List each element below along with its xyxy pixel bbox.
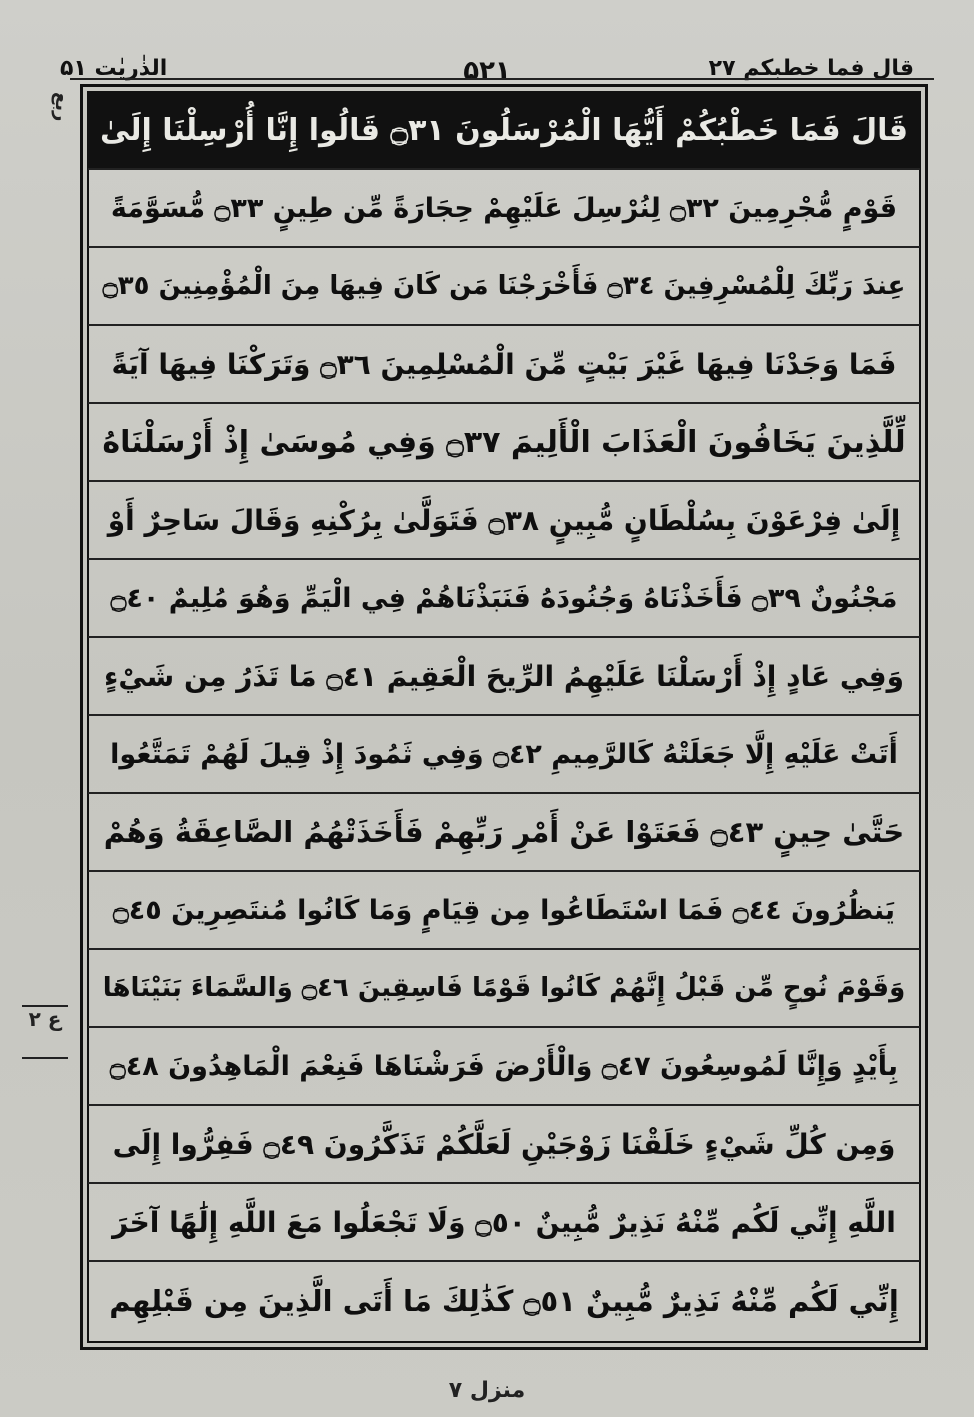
line-text: وَفِي عَادٍ إِذْ أَرْسَلْنَا عَلَيْهِمُ الرِّيحَ الْعَقِيمَ ۝٤١ مَا تَذَرُ مِن شَيْءٍ xyxy=(104,659,904,693)
line-text: فَمَا وَجَدْنَا فِيهَا غَيْرَ بَيْتٍ مِّنَ الْمُسْلِمِينَ ۝٣٦ وَتَرَكْنَا فِيهَا آيَةً xyxy=(111,347,897,381)
text-line xyxy=(88,794,920,872)
text-line xyxy=(88,404,920,482)
line-text: قَالَ فَمَا خَطْبُكُمْ أَيُّهَا الْمُرْسَلُونَ ۝٣١ قَالُوا إِنَّا أُرْسِلْنَا إِلَىٰ xyxy=(99,112,909,148)
text-line xyxy=(88,1184,920,1262)
text-line xyxy=(88,716,920,794)
text-line xyxy=(88,950,920,1028)
line-text: مَجْنُونٌ ۝٣٩ فَأَخَذْنَاهُ وَجُنُودَهُ فَنَبَذْنَاهُمْ فِي الْيَمِّ وَهُوَ مُلِيمٌ ۝٤٠ xyxy=(110,582,898,614)
text-line xyxy=(88,92,920,170)
text-line xyxy=(88,248,920,326)
line-text: يَنظُرُونَ ۝٤٤ فَمَا اسْتَطَاعُوا مِن قِيَامٍ وَمَا كَانُوا مُنتَصِرِينَ ۝٤٥ xyxy=(112,894,896,926)
text-line xyxy=(88,638,920,716)
line-text: قَوْمٍ مُّجْرِمِينَ ۝٣٢ لِنُرْسِلَ عَلَيْهِمْ حِجَارَةً مِّن طِينٍ ۝٣٣ مُّسَوَّمَةً xyxy=(110,192,898,224)
ruku-marker: ع ۲ xyxy=(22,1005,68,1059)
text-line xyxy=(88,326,920,404)
page-number: ۵۲۱ xyxy=(463,56,511,86)
text-line xyxy=(88,1106,920,1184)
line-text: إِنِّي لَكُم مِّنْهُ نَذِيرٌ مُّبِينٌ ۝٥١ كَذَٰلِكَ مَا أَتَى الَّذِينَ مِن قَبْلِهِم xyxy=(109,1284,899,1318)
text-line xyxy=(88,1028,920,1106)
line-text: إِلَىٰ فِرْعَوْنَ بِسُلْطَانٍ مُّبِينٍ ۝٣٨ فَتَوَلَّىٰ بِرُكْنِهِ وَقَالَ سَاحِرٌ أَوْ xyxy=(107,503,901,537)
text-line xyxy=(88,1262,920,1340)
line-text: وَمِن كُلِّ شَيْءٍ خَلَقْنَا زَوْجَيْنِ لَعَلَّكُمْ تَذَكَّرُونَ ۝٤٩ فَفِرُّوا إِلَى xyxy=(112,1127,896,1161)
text-line xyxy=(88,560,920,638)
line-text: بِأَيْدٍ وَإِنَّا لَمُوسِعُونَ ۝٤٧ وَالْأَرْضَ فَرَشْنَاهَا فَنِعْمَ الْمَاهِدُونَ ۝٤٨ xyxy=(109,1050,899,1082)
margin-marker: ربع xyxy=(51,92,72,122)
verse-lines xyxy=(88,92,920,1342)
line-text: وَقَوْمَ نُوحٍ مِّن قَبْلُ إِنَّهُمْ كَانُوا قَوْمًا فَاسِقِينَ ۝٤٦ وَالسَّمَاءَ بَنَيْنَاهَا xyxy=(102,973,906,1003)
surah-title: الذٰریٰت ۵۱ xyxy=(60,56,168,81)
text-line xyxy=(88,872,920,950)
line-text: حَتَّىٰ حِينٍ ۝٤٣ فَعَتَوْا عَنْ أَمْرِ رَبِّهِمْ فَأَخَذَتْهُمُ الصَّاعِقَةُ وَهُمْ xyxy=(103,815,905,849)
line-text: أَتَتْ عَلَيْهِ إِلَّا جَعَلَتْهُ كَالرَّمِيمِ ۝٤٢ وَفِي ثَمُودَ إِذْ قِيلَ لَهُمْ تَمَتَّعُوا xyxy=(110,738,898,770)
line-text: اللَّهِ إِنِّي لَكُم مِّنْهُ نَذِيرٌ مُّبِينٌ ۝٥٠ وَلَا تَجْعَلُوا مَعَ اللَّهِ إِلَٰهًا آخَرَ xyxy=(112,1205,896,1239)
header-divider xyxy=(70,78,934,80)
juz-title: قال فما خطبکم ۲۷ xyxy=(708,56,914,81)
text-line xyxy=(88,170,920,248)
line-text: عِندَ رَبِّكَ لِلْمُسْرِفِينَ ۝٣٤ فَأَخْرَجْنَا مَن كَانَ فِيهَا مِنَ الْمُؤْمِنِينَ ۝٣٥ xyxy=(102,271,906,301)
text-line xyxy=(88,482,920,560)
manzil-footer: منزل ۷ xyxy=(448,1378,526,1403)
line-text: لِّلَّذِينَ يَخَافُونَ الْعَذَابَ الْأَلِيمَ ۝٣٧ وَفِي مُوسَىٰ إِذْ أَرْسَلْنَاهُ xyxy=(102,424,906,460)
